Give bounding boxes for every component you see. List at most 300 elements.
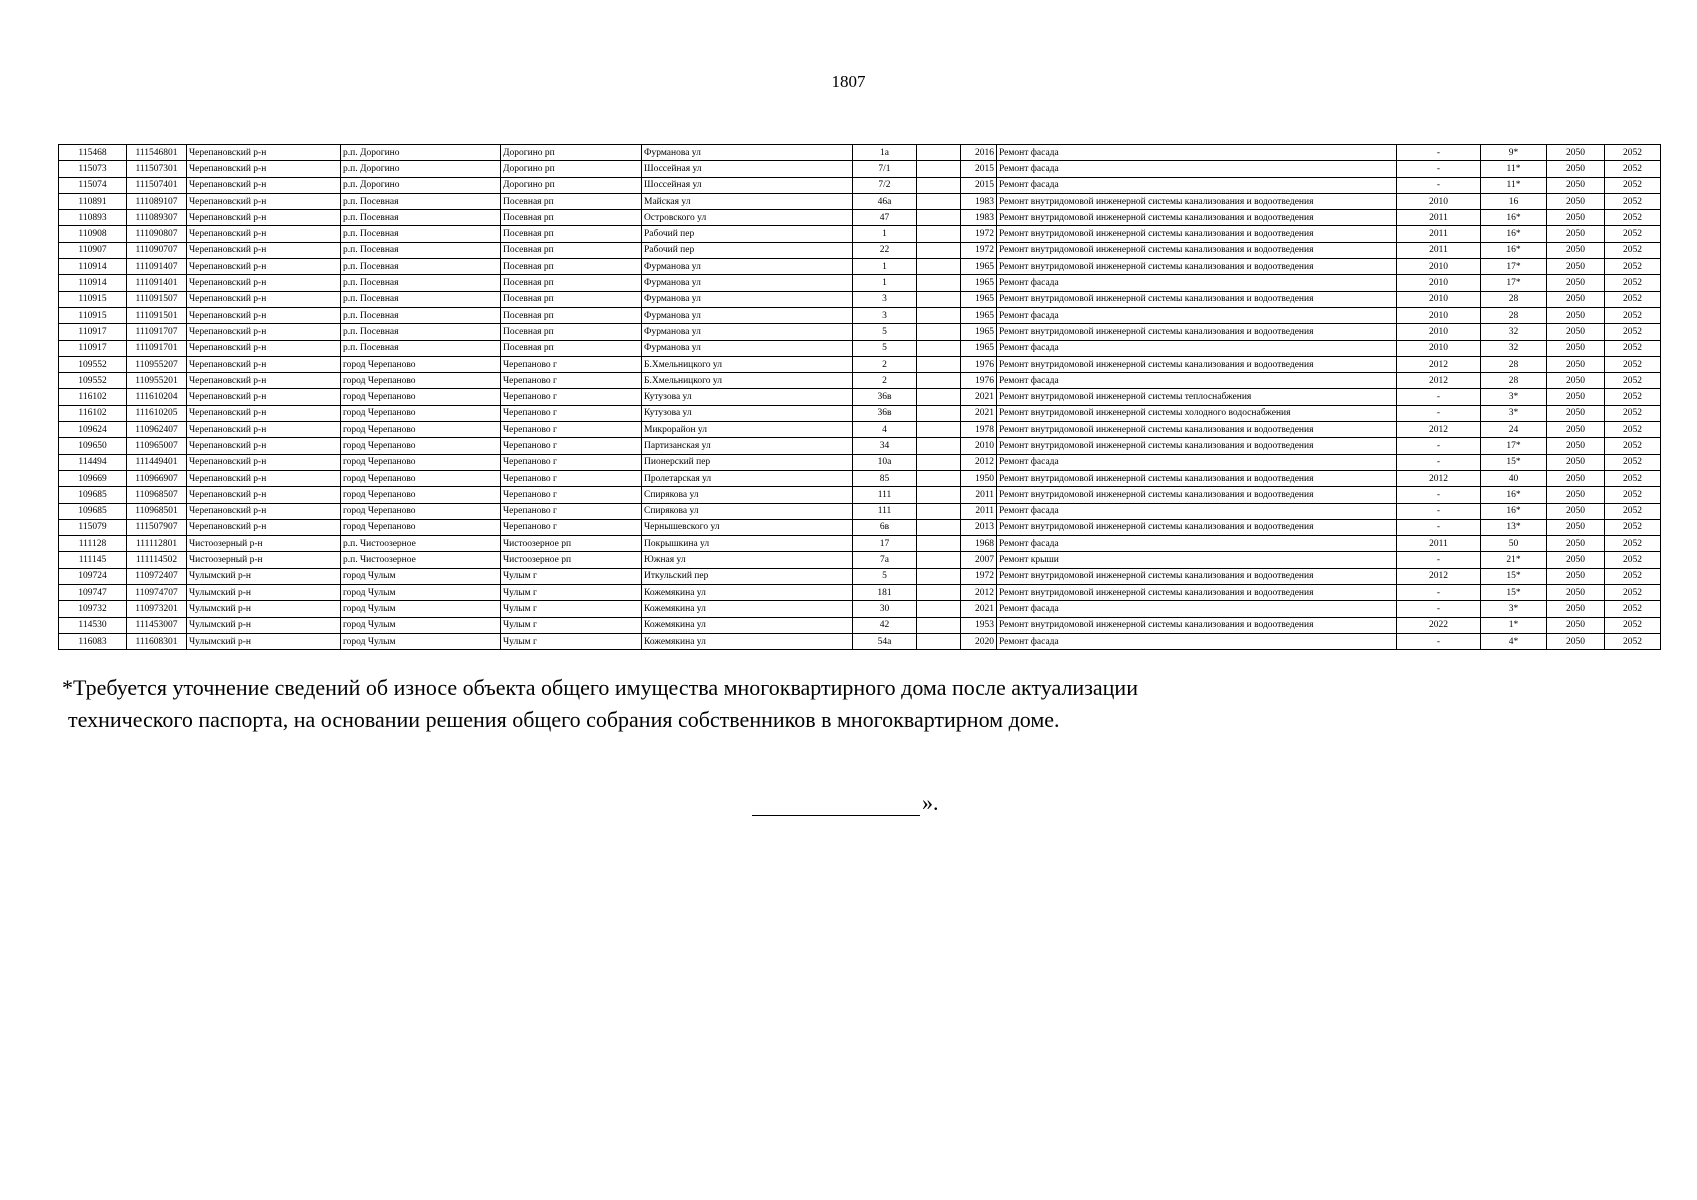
cell-house-number: 6в bbox=[853, 519, 917, 535]
cell-element-id: 111112801 bbox=[127, 536, 187, 552]
cell-work-type: Ремонт фасада bbox=[997, 161, 1397, 177]
cell-extra bbox=[917, 585, 961, 601]
cell-wear-percent: 40 bbox=[1481, 470, 1547, 486]
cell-period-start: 2050 bbox=[1547, 470, 1605, 486]
cell-extra bbox=[917, 193, 961, 209]
cell-period-start: 2050 bbox=[1547, 193, 1605, 209]
cell-extra bbox=[917, 275, 961, 291]
cell-last-repair-year: - bbox=[1397, 552, 1481, 568]
cell-wear-percent: 15* bbox=[1481, 585, 1547, 601]
cell-extra bbox=[917, 552, 961, 568]
cell-work-type: Ремонт фасада bbox=[997, 275, 1397, 291]
cell-extra bbox=[917, 340, 961, 356]
cell-district: Черепановский р-н bbox=[187, 259, 341, 275]
cell-year: 2021 bbox=[961, 601, 997, 617]
cell-house-id: 109552 bbox=[59, 356, 127, 372]
table-row bbox=[59, 568, 1661, 584]
cell-element-id: 111089107 bbox=[127, 193, 187, 209]
cell-house-number: 36в bbox=[853, 405, 917, 421]
cell-work-type: Ремонт фасада bbox=[997, 633, 1397, 649]
cell-year: 1972 bbox=[961, 242, 997, 258]
cell-period-end: 2052 bbox=[1605, 585, 1661, 601]
cell-extra bbox=[917, 161, 961, 177]
cell-locality: Посевная рп bbox=[501, 340, 642, 356]
cell-extra bbox=[917, 503, 961, 519]
cell-last-repair-year: 2010 bbox=[1397, 340, 1481, 356]
cell-extra bbox=[917, 633, 961, 649]
cell-year: 2010 bbox=[961, 438, 997, 454]
cell-period-end: 2052 bbox=[1605, 536, 1661, 552]
cell-period-start: 2050 bbox=[1547, 601, 1605, 617]
cell-locality: Посевная рп bbox=[501, 291, 642, 307]
cell-element-id: 111507301 bbox=[127, 161, 187, 177]
table-body bbox=[59, 145, 1661, 650]
table-row bbox=[59, 519, 1661, 535]
cell-house-id: 110914 bbox=[59, 275, 127, 291]
cell-last-repair-year: - bbox=[1397, 487, 1481, 503]
cell-wear-percent: 28 bbox=[1481, 291, 1547, 307]
cell-period-start: 2050 bbox=[1547, 259, 1605, 275]
cell-element-id: 111610204 bbox=[127, 389, 187, 405]
cell-work-type: Ремонт фасада bbox=[997, 340, 1397, 356]
cell-wear-percent: 28 bbox=[1481, 373, 1547, 389]
cell-wear-percent: 3* bbox=[1481, 389, 1547, 405]
cell-period-start: 2050 bbox=[1547, 519, 1605, 535]
cell-settlement: р.п. Чистоозерное bbox=[341, 552, 501, 568]
cell-house-id: 110891 bbox=[59, 193, 127, 209]
cell-work-type: Ремонт внутридомовой инженерной системы теплоснабжения bbox=[997, 389, 1397, 405]
cell-district: Черепановский р-н bbox=[187, 422, 341, 438]
cell-period-start: 2050 bbox=[1547, 503, 1605, 519]
cell-house-id: 115468 bbox=[59, 145, 127, 161]
table-row bbox=[59, 422, 1661, 438]
cell-locality: Дорогино рп bbox=[501, 177, 642, 193]
cell-period-end: 2052 bbox=[1605, 519, 1661, 535]
cell-element-id: 111091701 bbox=[127, 340, 187, 356]
cell-street: Островского ул bbox=[642, 210, 853, 226]
cell-district: Черепановский р-н bbox=[187, 389, 341, 405]
cell-street: Спирякова ул bbox=[642, 487, 853, 503]
cell-period-start: 2050 bbox=[1547, 324, 1605, 340]
cell-wear-percent: 16* bbox=[1481, 226, 1547, 242]
cell-street: Фурманова ул bbox=[642, 324, 853, 340]
cell-street: Микрорайон ул bbox=[642, 422, 853, 438]
cell-period-end: 2052 bbox=[1605, 373, 1661, 389]
cell-period-end: 2052 bbox=[1605, 356, 1661, 372]
cell-district: Чистоозерный р-н bbox=[187, 536, 341, 552]
cell-extra bbox=[917, 226, 961, 242]
cell-period-end: 2052 bbox=[1605, 568, 1661, 584]
cell-element-id: 111507401 bbox=[127, 177, 187, 193]
cell-house-id: 111128 bbox=[59, 536, 127, 552]
cell-street: Фурманова ул bbox=[642, 145, 853, 161]
cell-year: 1950 bbox=[961, 470, 997, 486]
cell-extra bbox=[917, 487, 961, 503]
cell-period-start: 2050 bbox=[1547, 552, 1605, 568]
cell-period-end: 2052 bbox=[1605, 291, 1661, 307]
cell-element-id: 111091507 bbox=[127, 291, 187, 307]
cell-period-start: 2050 bbox=[1547, 487, 1605, 503]
table-row bbox=[59, 307, 1661, 323]
cell-extra bbox=[917, 373, 961, 389]
cell-house-id: 110915 bbox=[59, 291, 127, 307]
cell-locality: Черепаново г bbox=[501, 519, 642, 535]
cell-wear-percent: 28 bbox=[1481, 307, 1547, 323]
cell-last-repair-year: 2010 bbox=[1397, 193, 1481, 209]
cell-settlement: р.п. Дорогино bbox=[341, 161, 501, 177]
cell-last-repair-year: 2012 bbox=[1397, 356, 1481, 372]
cell-last-repair-year: - bbox=[1397, 405, 1481, 421]
cell-last-repair-year: - bbox=[1397, 454, 1481, 470]
cell-district: Черепановский р-н bbox=[187, 373, 341, 389]
cell-district: Черепановский р-н bbox=[187, 405, 341, 421]
cell-house-number: 3 bbox=[853, 307, 917, 323]
cell-year: 1972 bbox=[961, 568, 997, 584]
cell-work-type: Ремонт внутридомовой инженерной системы канализования и водоотведения bbox=[997, 617, 1397, 633]
cell-wear-percent: 9* bbox=[1481, 145, 1547, 161]
cell-house-number: 54а bbox=[853, 633, 917, 649]
cell-period-end: 2052 bbox=[1605, 324, 1661, 340]
cell-last-repair-year: 2010 bbox=[1397, 307, 1481, 323]
cell-element-id: 111608301 bbox=[127, 633, 187, 649]
cell-wear-percent: 16* bbox=[1481, 210, 1547, 226]
cell-house-number: 34 bbox=[853, 438, 917, 454]
cell-house-number: 1 bbox=[853, 259, 917, 275]
cell-house-id: 109685 bbox=[59, 503, 127, 519]
cell-year: 1972 bbox=[961, 226, 997, 242]
cell-wear-percent: 3* bbox=[1481, 405, 1547, 421]
cell-house-number: 36в bbox=[853, 389, 917, 405]
end-underline bbox=[752, 793, 920, 816]
cell-locality: Дорогино рп bbox=[501, 161, 642, 177]
cell-locality: Посевная рп bbox=[501, 210, 642, 226]
cell-district: Черепановский р-н bbox=[187, 291, 341, 307]
cell-street: Покрышкина ул bbox=[642, 536, 853, 552]
cell-work-type: Ремонт внутридомовой инженерной системы канализования и водоотведения bbox=[997, 519, 1397, 535]
cell-house-id: 109552 bbox=[59, 373, 127, 389]
cell-house-id: 109732 bbox=[59, 601, 127, 617]
cell-district: Черепановский р-н bbox=[187, 438, 341, 454]
cell-house-number: 85 bbox=[853, 470, 917, 486]
repair-schedule-table bbox=[58, 144, 1661, 650]
cell-district: Черепановский р-н bbox=[187, 210, 341, 226]
cell-year: 1965 bbox=[961, 324, 997, 340]
cell-work-type: Ремонт внутридомовой инженерной системы канализования и водоотведения bbox=[997, 422, 1397, 438]
cell-house-id: 115073 bbox=[59, 161, 127, 177]
cell-year: 1953 bbox=[961, 617, 997, 633]
cell-element-id: 111091401 bbox=[127, 275, 187, 291]
cell-wear-percent: 16 bbox=[1481, 193, 1547, 209]
cell-district: Черепановский р-н bbox=[187, 340, 341, 356]
cell-locality: Черепаново г bbox=[501, 487, 642, 503]
cell-extra bbox=[917, 356, 961, 372]
cell-settlement: р.п. Посевная bbox=[341, 307, 501, 323]
cell-house-number: 30 bbox=[853, 601, 917, 617]
cell-element-id: 111089307 bbox=[127, 210, 187, 226]
cell-last-repair-year: 2011 bbox=[1397, 242, 1481, 258]
cell-house-id: 110914 bbox=[59, 259, 127, 275]
cell-year: 2011 bbox=[961, 487, 997, 503]
cell-settlement: город Чулым bbox=[341, 568, 501, 584]
cell-last-repair-year: 2010 bbox=[1397, 275, 1481, 291]
cell-period-end: 2052 bbox=[1605, 177, 1661, 193]
cell-wear-percent: 17* bbox=[1481, 438, 1547, 454]
cell-house-number: 111 bbox=[853, 503, 917, 519]
cell-settlement: город Черепаново bbox=[341, 405, 501, 421]
cell-year: 2015 bbox=[961, 161, 997, 177]
cell-district: Черепановский р-н bbox=[187, 324, 341, 340]
footnote-line-1: *Требуется уточнение сведений об износе объекта общего имущества многоквартирного дома после актуализации bbox=[62, 675, 1138, 700]
cell-period-start: 2050 bbox=[1547, 568, 1605, 584]
cell-last-repair-year: 2012 bbox=[1397, 470, 1481, 486]
cell-house-number: 47 bbox=[853, 210, 917, 226]
cell-work-type: Ремонт фасада bbox=[997, 503, 1397, 519]
cell-locality: Черепаново г bbox=[501, 356, 642, 372]
cell-street: Партизанская ул bbox=[642, 438, 853, 454]
cell-house-id: 111145 bbox=[59, 552, 127, 568]
cell-extra bbox=[917, 259, 961, 275]
cell-district: Чулымский р-н bbox=[187, 633, 341, 649]
cell-work-type: Ремонт внутридомовой инженерной системы канализования и водоотведения bbox=[997, 568, 1397, 584]
cell-work-type: Ремонт крыши bbox=[997, 552, 1397, 568]
cell-district: Черепановский р-н bbox=[187, 226, 341, 242]
cell-extra bbox=[917, 177, 961, 193]
cell-settlement: р.п. Чистоозерное bbox=[341, 536, 501, 552]
table-row bbox=[59, 536, 1661, 552]
cell-street: Южная ул bbox=[642, 552, 853, 568]
cell-street: Иткульский пер bbox=[642, 568, 853, 584]
cell-house-number: 2 bbox=[853, 356, 917, 372]
cell-work-type: Ремонт внутридомовой инженерной системы канализования и водоотведения bbox=[997, 324, 1397, 340]
cell-work-type: Ремонт внутридомовой инженерной системы канализования и водоотведения bbox=[997, 259, 1397, 275]
cell-wear-percent: 15* bbox=[1481, 454, 1547, 470]
cell-period-end: 2052 bbox=[1605, 487, 1661, 503]
cell-settlement: город Черепаново bbox=[341, 503, 501, 519]
cell-extra bbox=[917, 617, 961, 633]
table-row bbox=[59, 552, 1661, 568]
cell-element-id: 111610205 bbox=[127, 405, 187, 421]
cell-house-number: 42 bbox=[853, 617, 917, 633]
cell-work-type: Ремонт внутридомовой инженерной системы канализования и водоотведения bbox=[997, 242, 1397, 258]
cell-element-id: 111091707 bbox=[127, 324, 187, 340]
cell-locality: Чистоозерное рп bbox=[501, 536, 642, 552]
cell-year: 2021 bbox=[961, 405, 997, 421]
cell-house-id: 109669 bbox=[59, 470, 127, 486]
cell-house-id: 116102 bbox=[59, 389, 127, 405]
cell-locality: Дорогино рп bbox=[501, 145, 642, 161]
cell-house-id: 115079 bbox=[59, 519, 127, 535]
cell-extra bbox=[917, 242, 961, 258]
cell-last-repair-year: - bbox=[1397, 585, 1481, 601]
cell-element-id: 111091407 bbox=[127, 259, 187, 275]
cell-period-end: 2052 bbox=[1605, 552, 1661, 568]
cell-last-repair-year: - bbox=[1397, 145, 1481, 161]
cell-work-type: Ремонт внутридомовой инженерной системы канализования и водоотведения bbox=[997, 210, 1397, 226]
cell-district: Черепановский р-н bbox=[187, 275, 341, 291]
cell-street: Кожемякина ул bbox=[642, 601, 853, 617]
cell-year: 1978 bbox=[961, 422, 997, 438]
cell-street: Фурманова ул bbox=[642, 340, 853, 356]
cell-street: Рабочий пер bbox=[642, 242, 853, 258]
cell-period-end: 2052 bbox=[1605, 405, 1661, 421]
cell-year: 1983 bbox=[961, 210, 997, 226]
table-row bbox=[59, 601, 1661, 617]
cell-district: Черепановский р-н bbox=[187, 193, 341, 209]
cell-street: Спирякова ул bbox=[642, 503, 853, 519]
cell-settlement: р.п. Посевная bbox=[341, 193, 501, 209]
cell-house-id: 110908 bbox=[59, 226, 127, 242]
cell-year: 2012 bbox=[961, 585, 997, 601]
cell-last-repair-year: - bbox=[1397, 177, 1481, 193]
cell-house-id: 110917 bbox=[59, 340, 127, 356]
cell-locality: Посевная рп bbox=[501, 259, 642, 275]
cell-wear-percent: 4* bbox=[1481, 633, 1547, 649]
cell-period-start: 2050 bbox=[1547, 585, 1605, 601]
cell-period-start: 2050 bbox=[1547, 145, 1605, 161]
cell-house-id: 109624 bbox=[59, 422, 127, 438]
footnote-line-2: технического паспорта, на основании решения общего собрания собственников в многоквартирном доме. bbox=[68, 707, 1060, 732]
cell-year: 1965 bbox=[961, 291, 997, 307]
cell-year: 2011 bbox=[961, 503, 997, 519]
cell-house-id: 114530 bbox=[59, 617, 127, 633]
table-row bbox=[59, 389, 1661, 405]
cell-locality: Черепаново г bbox=[501, 503, 642, 519]
cell-element-id: 110955207 bbox=[127, 356, 187, 372]
cell-period-start: 2050 bbox=[1547, 177, 1605, 193]
cell-last-repair-year: 2012 bbox=[1397, 373, 1481, 389]
cell-element-id: 111091501 bbox=[127, 307, 187, 323]
cell-period-start: 2050 bbox=[1547, 275, 1605, 291]
cell-house-number: 7/1 bbox=[853, 161, 917, 177]
cell-period-end: 2052 bbox=[1605, 210, 1661, 226]
cell-street: Кутузова ул bbox=[642, 405, 853, 421]
cell-street: Фурманова ул bbox=[642, 291, 853, 307]
cell-extra bbox=[917, 470, 961, 486]
cell-house-id: 110917 bbox=[59, 324, 127, 340]
cell-house-id: 114494 bbox=[59, 454, 127, 470]
cell-period-end: 2052 bbox=[1605, 633, 1661, 649]
cell-settlement: город Чулым bbox=[341, 601, 501, 617]
cell-year: 1983 bbox=[961, 193, 997, 209]
cell-locality: Посевная рп bbox=[501, 307, 642, 323]
cell-extra bbox=[917, 291, 961, 307]
table-row bbox=[59, 487, 1661, 503]
cell-element-id: 111090807 bbox=[127, 226, 187, 242]
cell-period-start: 2050 bbox=[1547, 291, 1605, 307]
cell-house-id: 109650 bbox=[59, 438, 127, 454]
cell-period-start: 2050 bbox=[1547, 210, 1605, 226]
cell-element-id: 111449401 bbox=[127, 454, 187, 470]
cell-house-number: 7а bbox=[853, 552, 917, 568]
cell-house-number: 181 bbox=[853, 585, 917, 601]
cell-element-id: 110973201 bbox=[127, 601, 187, 617]
cell-period-start: 2050 bbox=[1547, 454, 1605, 470]
cell-house-id: 110907 bbox=[59, 242, 127, 258]
cell-extra bbox=[917, 454, 961, 470]
cell-period-start: 2050 bbox=[1547, 340, 1605, 356]
cell-extra bbox=[917, 422, 961, 438]
cell-period-start: 2050 bbox=[1547, 226, 1605, 242]
cell-locality: Черепаново г bbox=[501, 438, 642, 454]
cell-extra bbox=[917, 145, 961, 161]
cell-year: 1976 bbox=[961, 356, 997, 372]
table-row bbox=[59, 145, 1661, 161]
cell-period-start: 2050 bbox=[1547, 617, 1605, 633]
table-row bbox=[59, 275, 1661, 291]
cell-street: Чернышевского ул bbox=[642, 519, 853, 535]
cell-house-number: 10а bbox=[853, 454, 917, 470]
cell-period-start: 2050 bbox=[1547, 307, 1605, 323]
cell-period-end: 2052 bbox=[1605, 259, 1661, 275]
cell-settlement: город Чулым bbox=[341, 617, 501, 633]
cell-locality: Черепаново г bbox=[501, 373, 642, 389]
table-row bbox=[59, 405, 1661, 421]
cell-year: 2012 bbox=[961, 454, 997, 470]
cell-locality: Чулым г bbox=[501, 568, 642, 584]
cell-house-number: 4 bbox=[853, 422, 917, 438]
cell-work-type: Ремонт фасада bbox=[997, 177, 1397, 193]
table-row bbox=[59, 210, 1661, 226]
cell-settlement: р.п. Посевная bbox=[341, 210, 501, 226]
cell-last-repair-year: 2010 bbox=[1397, 324, 1481, 340]
cell-year: 2013 bbox=[961, 519, 997, 535]
cell-settlement: р.п. Посевная bbox=[341, 275, 501, 291]
cell-district: Чулымский р-н bbox=[187, 601, 341, 617]
cell-locality: Посевная рп bbox=[501, 275, 642, 291]
cell-year: 2021 bbox=[961, 389, 997, 405]
cell-element-id: 110955201 bbox=[127, 373, 187, 389]
table-row bbox=[59, 503, 1661, 519]
cell-district: Чулымский р-н bbox=[187, 585, 341, 601]
cell-last-repair-year: - bbox=[1397, 601, 1481, 617]
cell-street: Пролетарская ул bbox=[642, 470, 853, 486]
cell-house-number: 46а bbox=[853, 193, 917, 209]
cell-period-start: 2050 bbox=[1547, 242, 1605, 258]
cell-wear-percent: 24 bbox=[1481, 422, 1547, 438]
cell-extra bbox=[917, 519, 961, 535]
cell-year: 1968 bbox=[961, 536, 997, 552]
cell-work-type: Ремонт фасада bbox=[997, 536, 1397, 552]
table-row bbox=[59, 242, 1661, 258]
cell-district: Черепановский р-н bbox=[187, 145, 341, 161]
cell-street: Фурманова ул bbox=[642, 259, 853, 275]
cell-house-number: 17 bbox=[853, 536, 917, 552]
cell-locality: Черепаново г bbox=[501, 422, 642, 438]
cell-period-start: 2050 bbox=[1547, 161, 1605, 177]
cell-house-id: 109685 bbox=[59, 487, 127, 503]
cell-year: 2007 bbox=[961, 552, 997, 568]
cell-year: 1965 bbox=[961, 307, 997, 323]
cell-period-end: 2052 bbox=[1605, 422, 1661, 438]
cell-settlement: р.п. Дорогино bbox=[341, 177, 501, 193]
cell-street: Шоссейная ул bbox=[642, 161, 853, 177]
cell-period-end: 2052 bbox=[1605, 242, 1661, 258]
table-row bbox=[59, 193, 1661, 209]
cell-street: Б.Хмельницкого ул bbox=[642, 373, 853, 389]
cell-settlement: р.п. Посевная bbox=[341, 259, 501, 275]
cell-period-end: 2052 bbox=[1605, 617, 1661, 633]
cell-period-start: 2050 bbox=[1547, 536, 1605, 552]
cell-wear-percent: 13* bbox=[1481, 519, 1547, 535]
table-row bbox=[59, 438, 1661, 454]
cell-period-end: 2052 bbox=[1605, 193, 1661, 209]
table-row bbox=[59, 356, 1661, 372]
cell-house-number: 5 bbox=[853, 324, 917, 340]
cell-settlement: город Черепаново bbox=[341, 454, 501, 470]
cell-wear-percent: 17* bbox=[1481, 259, 1547, 275]
cell-house-number: 111 bbox=[853, 487, 917, 503]
cell-street: Кожемякина ул bbox=[642, 633, 853, 649]
